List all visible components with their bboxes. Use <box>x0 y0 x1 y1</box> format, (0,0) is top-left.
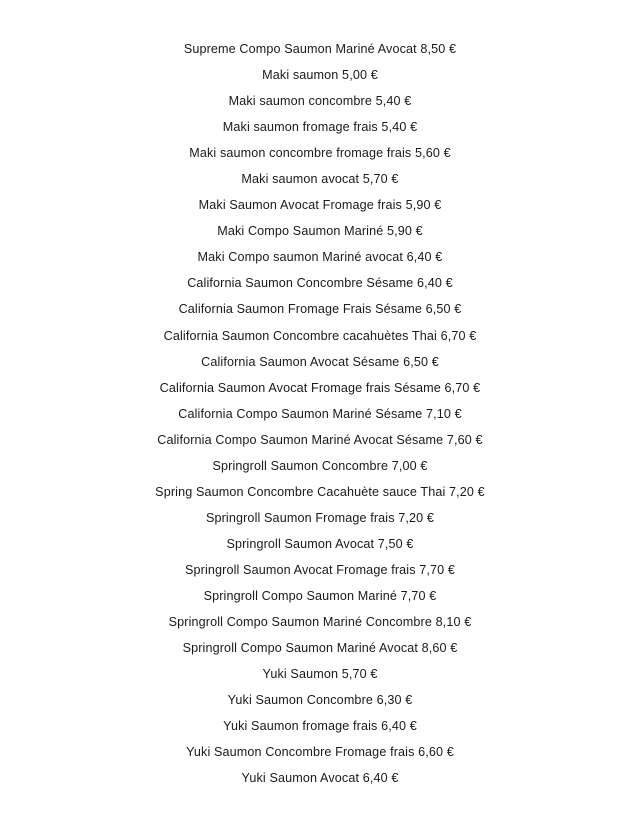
menu-item: Maki saumon avocat 5,70 € <box>241 172 399 187</box>
menu-item: Springroll Saumon Fromage frais 7,20 € <box>205 510 435 525</box>
menu-item: California Compo Saumon Mariné Sésame 7,10 € <box>178 406 462 421</box>
menu-item: Maki saumon concombre fromage frais 5,60 € <box>189 146 451 161</box>
menu-item: California Saumon Avocat Sésame 6,50 € <box>201 354 439 369</box>
menu-item: Supreme Compo Saumon Mariné Avocat 8,50 € <box>183 42 457 56</box>
menu-item: Yuki Saumon 5,70 € <box>262 667 378 682</box>
menu-item: Yuki Saumon fromage frais 6,40 € <box>223 719 417 734</box>
menu-item: Springroll Saumon Avocat Fromage frais 7,70 € <box>184 562 456 577</box>
menu-item: Maki Compo saumon Mariné avocat 6,40 € <box>197 250 443 265</box>
menu-item: Spring Saumon Concombre Cacahuète sauce Thai 7,20 € <box>155 484 485 499</box>
menu-item: Maki saumon fromage frais 5,40 € <box>222 120 418 135</box>
menu-item: Yuki Saumon Avocat 6,40 € <box>241 771 399 786</box>
menu-item: Yuki Saumon Concombre Fromage frais 6,60 € <box>186 745 454 760</box>
menu-item: Springroll Saumon Concombre 7,00 € <box>212 458 428 473</box>
menu-item: Springroll Compo Saumon Mariné Avocat 8,60 € <box>182 641 458 656</box>
menu-item-list <box>0 36 640 791</box>
menu-item: Maki Saumon Avocat Fromage frais 5,90 € <box>198 198 442 213</box>
menu-item: California Saumon Avocat Fromage frais Sésame 6,70 € <box>159 380 481 395</box>
menu-item: California Saumon Concombre Sésame 6,40 € <box>187 276 453 291</box>
menu-item: California Compo Saumon Mariné Avocat Sésame 7,60 € <box>157 432 483 447</box>
menu-item: Springroll Compo Saumon Mariné Concombre 8,10 € <box>168 615 472 630</box>
menu-item: Yuki Saumon Concombre 6,30 € <box>227 693 413 708</box>
menu-item: Springroll Compo Saumon Mariné 7,70 € <box>203 588 437 603</box>
menu-item: Maki Compo Saumon Mariné 5,90 € <box>217 224 423 239</box>
menu-item: Springroll Saumon Avocat 7,50 € <box>226 536 414 551</box>
menu-item: California Saumon Concombre cacahuètes Thai 6,70 € <box>163 328 477 343</box>
menu-item: Maki saumon 5,00 € <box>262 68 378 83</box>
menu-item: California Saumon Fromage Frais Sésame 6,50 € <box>178 302 462 317</box>
menu-item: Maki saumon concombre 5,40 € <box>228 94 412 109</box>
